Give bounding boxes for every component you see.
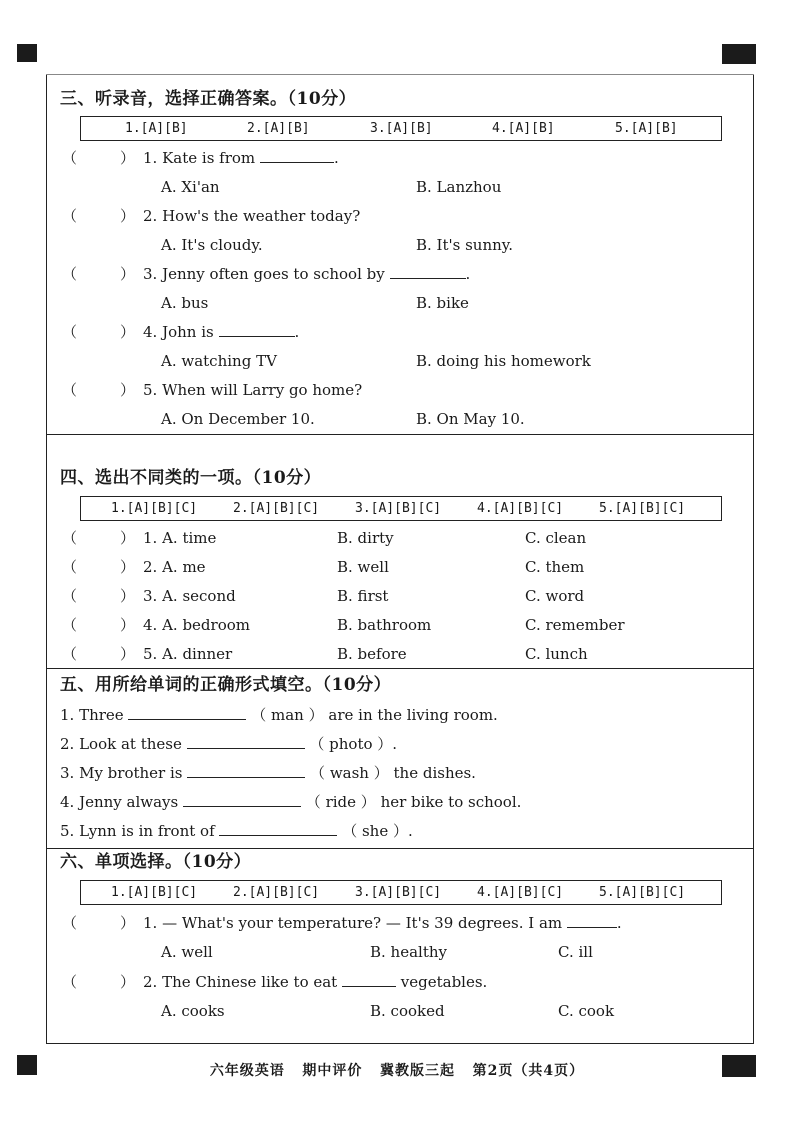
option-a: 2. A. me [143, 558, 206, 576]
paren-close: ） [120, 529, 136, 547]
section-6-heading: 六、单项选择。（10分） [60, 852, 252, 872]
section-3-heading: 三、听录音，选择正确答案。（10分） [60, 89, 357, 109]
paren-close: ） [120, 973, 136, 991]
answer-blank[interactable] [187, 735, 305, 749]
option-c: C. them [525, 558, 585, 576]
answer-choice[interactable]: 2.[A][B] [247, 121, 310, 136]
option-c: C. cook [558, 1002, 615, 1020]
paren-close: ） [120, 645, 136, 663]
paren-close: ） [120, 587, 136, 605]
paren-close: ） [120, 381, 136, 399]
frame-top-line [46, 74, 754, 75]
answer-choice[interactable]: 1.[A][B] [125, 121, 188, 136]
registration-mark-top-left [17, 44, 37, 62]
option-a: 3. A. second [143, 587, 236, 605]
registration-mark-top-right [722, 44, 756, 64]
option-b: B. On May 10. [416, 410, 525, 428]
question-stem: 1. Kate is from . [143, 149, 339, 167]
divider-writing-part [46, 434, 754, 435]
question-stem: 2. How's the weather today? [143, 207, 361, 225]
option-a: A. well [161, 943, 213, 961]
paren-open[interactable]: （ [62, 558, 78, 576]
question-stem: 5. When will Larry go home? [143, 381, 363, 399]
fill-in-item: 1. Three （ man ） are in the living room. [60, 706, 498, 724]
option-c: C. ill [558, 943, 593, 961]
section-5-heading: 五、用所给单词的正确形式填空。（10分） [60, 675, 392, 695]
answer-blank[interactable] [219, 822, 337, 836]
answer-choice[interactable]: 5.[A][B][C] [599, 885, 686, 900]
paren-open[interactable]: （ [62, 323, 78, 341]
answer-blank[interactable] [219, 323, 295, 337]
option-c: C. remember [525, 616, 625, 634]
answer-blank[interactable] [187, 764, 305, 778]
question-stem: 3. Jenny often goes to school by . [143, 265, 471, 283]
option-a: A. bus [161, 294, 209, 312]
option-b: B. cooked [370, 1002, 445, 1020]
option-b: B. healthy [370, 943, 447, 961]
paren-close: ） [120, 323, 136, 341]
option-b: B. Lanzhou [416, 178, 502, 196]
answer-blank[interactable] [128, 706, 246, 720]
answer-blank[interactable] [390, 265, 466, 279]
paren-close: ） [120, 914, 136, 932]
answer-choice[interactable]: 4.[A][B][C] [477, 501, 564, 516]
fill-in-item: 5. Lynn is in front of （ she ）. [60, 822, 413, 840]
fill-in-item: 4. Jenny always （ ride ） her bike to school. [60, 793, 522, 811]
option-a: 1. A. time [143, 529, 217, 547]
question-stem: 2. The Chinese like to eat vegetables. [143, 973, 488, 991]
option-b: B. bathroom [337, 616, 432, 634]
paren-open[interactable]: （ [62, 207, 78, 225]
answer-choice[interactable]: 2.[A][B][C] [233, 501, 320, 516]
option-b: B. before [337, 645, 407, 663]
option-a: A. cooks [161, 1002, 225, 1020]
answer-choice[interactable]: 3.[A][B][C] [355, 501, 442, 516]
section-6-answer-box [80, 880, 722, 905]
section-4-answer-box [80, 496, 722, 521]
option-a: 4. A. bedroom [143, 616, 250, 634]
option-b: B. well [337, 558, 389, 576]
option-a: A. It's cloudy. [161, 236, 263, 254]
divider-section-6 [46, 848, 754, 849]
fill-in-item: 3. My brother is （ wash ） the dishes. [60, 764, 476, 782]
paren-open[interactable]: （ [62, 914, 78, 932]
divider-section-5 [46, 668, 754, 669]
answer-choice[interactable]: 1.[A][B][C] [111, 885, 198, 900]
paren-close: ） [120, 265, 136, 283]
fill-in-item: 2. Look at these （ photo ）. [60, 735, 398, 753]
answer-choice[interactable]: 1.[A][B][C] [111, 501, 198, 516]
option-b: B. doing his homework [416, 352, 591, 370]
option-b: B. It's sunny. [416, 236, 514, 254]
answer-choice[interactable]: 3.[A][B][C] [355, 885, 442, 900]
paren-close: ） [120, 616, 136, 634]
option-b: B. dirty [337, 529, 394, 547]
option-a: A. On December 10. [161, 410, 315, 428]
option-a: A. Xi'an [161, 178, 220, 196]
option-a: A. watching TV [161, 352, 277, 370]
paren-open[interactable]: （ [62, 265, 78, 283]
answer-choice[interactable]: 5.[A][B][C] [599, 501, 686, 516]
answer-choice[interactable]: 4.[A][B] [492, 121, 555, 136]
paren-close: ） [120, 149, 136, 167]
option-c: C. word [525, 587, 585, 605]
paren-open[interactable]: （ [62, 587, 78, 605]
answer-choice[interactable]: 4.[A][B][C] [477, 885, 564, 900]
option-c: C. lunch [525, 645, 588, 663]
question-stem: 1. — What's your temperature? — It's 39 degrees. I am . [143, 914, 622, 932]
section-3-answer-box [80, 116, 722, 141]
answer-blank[interactable] [260, 149, 334, 163]
paren-open[interactable]: （ [62, 616, 78, 634]
answer-blank[interactable] [183, 793, 301, 807]
paren-open[interactable]: （ [62, 529, 78, 547]
option-a: 5. A. dinner [143, 645, 233, 663]
paren-open[interactable]: （ [62, 381, 78, 399]
section-4-heading: 四、选出不同类的一项。（10分） [60, 468, 322, 488]
paren-open[interactable]: （ [62, 645, 78, 663]
answer-choice[interactable]: 2.[A][B][C] [233, 885, 320, 900]
option-b: B. first [337, 587, 389, 605]
answer-blank[interactable] [567, 914, 617, 928]
page-footer: 六年级英语 期中评价 冀教版三起 第2页（共4页） [209, 1063, 585, 1079]
question-stem: 4. John is . [143, 323, 300, 341]
paren-close: ） [120, 207, 136, 225]
answer-choice[interactable]: 5.[A][B] [615, 121, 678, 136]
paren-close: ） [120, 558, 136, 576]
paren-open[interactable]: （ [62, 973, 78, 991]
answer-choice[interactable]: 3.[A][B] [370, 121, 433, 136]
answer-blank[interactable] [342, 973, 396, 987]
paren-open[interactable]: （ [62, 149, 78, 167]
option-b: B. bike [416, 294, 469, 312]
option-c: C. clean [525, 529, 587, 547]
